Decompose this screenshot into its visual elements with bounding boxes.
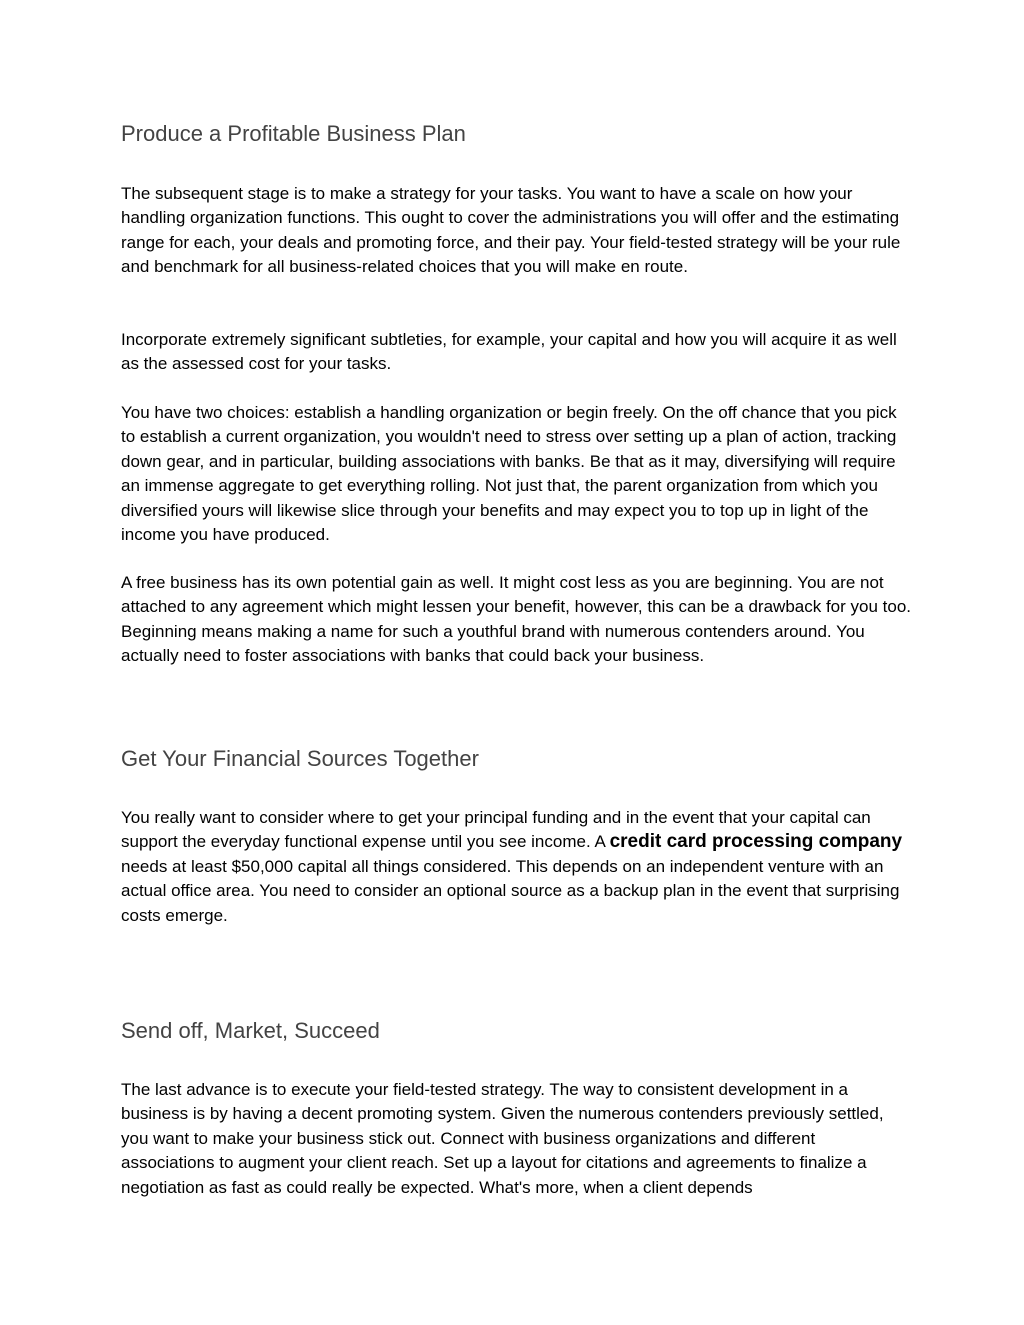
paragraph-financial-text-after: needs at least $50,000 capital all things considered. This depends on an independent venture with an actual office area. You need to consider an optional source as a backup plan in the event that surprising costs emerge. (121, 856, 900, 925)
paragraph-plan-2: Incorporate extremely significant subtleties, for example, your capital and how you will acquire it as well as the assessed cost for your tasks. (121, 330, 897, 374)
paragraph-financial-bold-phrase: credit card processing company (609, 831, 903, 853)
paragraph-plan-1: The subsequent stage is to make a strategy for your tasks. You want to have a scale on how your handling organization functions. This ought to cover the administrations you will offer and the estimating range for each, your deals and promoting force, and their pay. Your field-tested strategy will be your rule and benchmark for all business-related choices that you will make en route. (121, 184, 901, 277)
paragraph-send-off: The last advance is to execute your field-tested strategy. The way to consistent development in a business is by having a decent promoting system. Given the numerous contenders previously settled, you want to make your business stick out. Connect with business organizations and different associations to augment your client reach. Set up a layout for citations and agreements to finalize a negotiation as fast as could really be expected. What's more, when a client depends (121, 1080, 884, 1197)
section-heading-send-off: Send off, Market, Succeed (121, 1018, 380, 1043)
section-heading-business-plan: Produce a Profitable Business Plan (121, 121, 466, 146)
paragraph-plan-3: You have two choices: establish a handling organization or begin freely. On the off chance that you pick to establish a current organization, you wouldn't need to stress over setting up a plan of action, tracking down gear, and in particular, building associations with banks. Be that as it may, diversifying will require an immense aggregate to get everything rolling. Not just that, the parent organization from which you diversified yours will likewise slice through your benefits and may expect you to top up in light of the income you have produced. (121, 403, 897, 545)
paragraph-financial (121, 806, 911, 928)
section-heading-financial-sources: Get Your Financial Sources Together (121, 746, 479, 771)
paragraph-plan-4: A free business has its own potential gain as well. It might cost less as you are beginning. You are not attached to any agreement which might lessen your benefit, however, this can be a drawback for you too. Beginning means making a name for such a youthful brand with numerous contenders around. You actually need to foster associations with banks that could back your business. (121, 573, 912, 666)
paragraph-financial-text-before: You really want to consider where to get your principal funding and in the event that your capital can support the everyday functional expense until you see income. A (121, 808, 871, 852)
